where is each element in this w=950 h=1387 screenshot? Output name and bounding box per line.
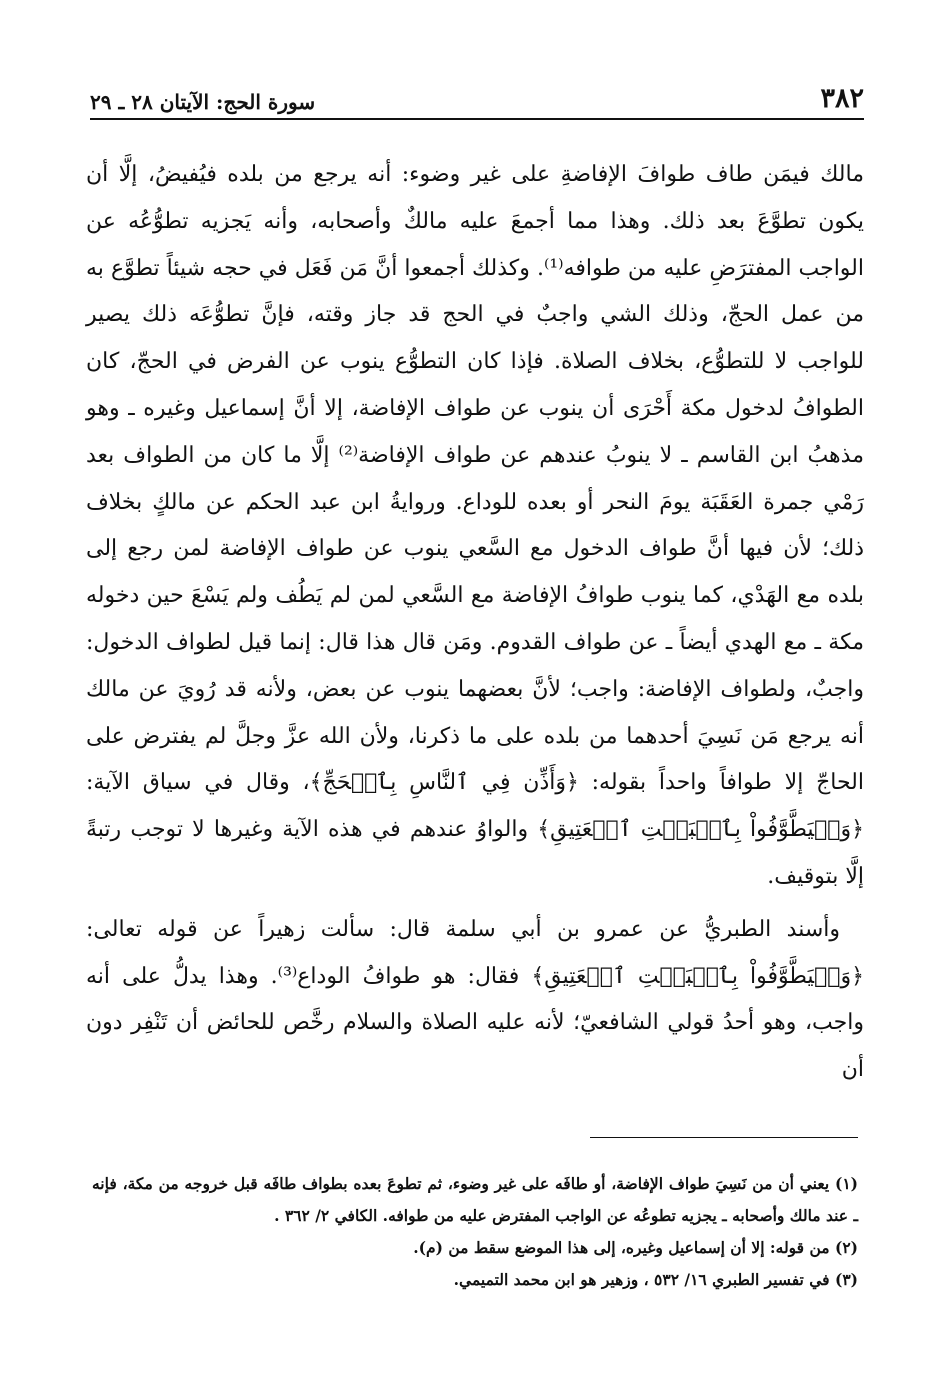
footnote: (١) يعني أن من نَسِيَ طواف الإفاضة، أو طافَه على غير وضوء، ثم تطوعَ بعده بطواف طافَه قبل خروجه من مكة، فإنه ـ عند مالك وأصحابه ـ يجزيه تطوعُه عن الواجب المفترض عليه من طوافه. الكافي ٢/ ٣٦٢ . [92, 1174, 858, 1225]
page-header [90, 72, 864, 120]
footnote: (٢) من قوله: إلا أن إسماعيل وغيره، إلى هذا الموضع سقط من (م). [413, 1238, 858, 1257]
page-number: ٣٨٢ [820, 83, 864, 114]
body-paragraph: مالك فيمَن طاف طوافَ الإفاضةِ على غير وضوء: أنه يرجع من بلده فيُفيضُ، إلَّا أن يكون تطوَّعَ بعد ذلك. وهذا مما أجمعَ عليه مالكٌ وأصحابه، وأنه يَجزيه تطوُّعُه عن الواجب المفترَضِ عليه من طوافه⁽¹⁾. وكذلك أجمعوا أنَّ مَن فَعَل في حجه شيئاً تطوَّع به من عمل الحجّ، وذلك الشي واجبٌ في الحج قد جاز وقته، فإنَّ تطوُّعَه ذلك يصير للواجب لا للتطوُّع، بخلاف الصلاة. فإذا كان التطوُّع ينوب عن الفرض في الحجّ، كان الطوافُ لدخول مكة أَحْرَى أن ينوب عن طواف الإفاضة، إلا أنَّ إسماعيل وغيره ـ وهو مذهبُ ابن القاسم ـ لا ينوبُ عندهم عن طواف الإفاضة⁽²⁾ إلَّا ما كان من الطواف بعد رَمْي جمرة العَقَبَة يومَ النحر أو بعده للوداع. وروايةُ ابن عبد الحكم عن مالكٍ بخلاف ذلك؛ لأن فيها أنَّ طواف الدخول مع السَّعي ينوب عن طواف الإفاضة لمن رجع إلى بلده مع الهَدْي، كما ينوب طوافُ الإفاضة مع السَّعي لمن لم يَطُف ولم يَسْعَ حين دخوله مكة ـ مع الهدي أيضاً ـ عن طواف القدوم. ومَن قال هذا قال: إنما قيل لطواف الدخول: واجبٌ، ولطواف الإفاضة: واجب؛ لأنَّ بعضهما ينوب عن بعض، ولأنه قد رُويَ عن مالك أنه يرجع مَن نَسِيَ أحدهما من بلده على ما ذكرنا، ولأن الله عزَّ وجلَّ لم يفترض على الحاجّ إلا طوافاً واحداً بقوله: ﴿وَأَذِّن فِي ٱلنَّاسِ بِٱلۡحَجِّ﴾، وقال في سياق الآية: ﴿وَلۡيَطَّوَّفُواْ بِٱلۡبَيۡتِ ٱلۡعَتِيقِ﴾ والواوُ عندهم في هذه الآية وغيرها لا توجب رتبةً إلَّا بتوقيف. [86, 162, 864, 889]
running-title: سورة الحج: الآيتان ٢٨ ـ ٢٩ [90, 90, 316, 114]
body-paragraph: وأسند الطبريُّ عن عمرو بن أبي سلمة قال: سألت زهيراً عن قوله تعالى: ﴿وَلۡيَطَّوَّفُواْ بِٱلۡبَيۡتِ ٱلۡعَتِيقِ﴾ فقال: هو طوافُ الوداع⁽³⁾. وهذا يدلُّ على أنه واجب، وهو أحدُ قولي الشافعيّ؛ لأنه عليه الصلاة والسلام رخَّص للحائض أن تَنْفِر دون أن [86, 916, 864, 1083]
footnote: (٣) في تفسير الطبري ١٦/ ٥٣٢ ، وزهير هو ابن محمد التميمي. [453, 1270, 858, 1289]
main-text [86, 152, 864, 1094]
footnotes [92, 1168, 858, 1296]
footnote-separator [590, 1137, 858, 1138]
